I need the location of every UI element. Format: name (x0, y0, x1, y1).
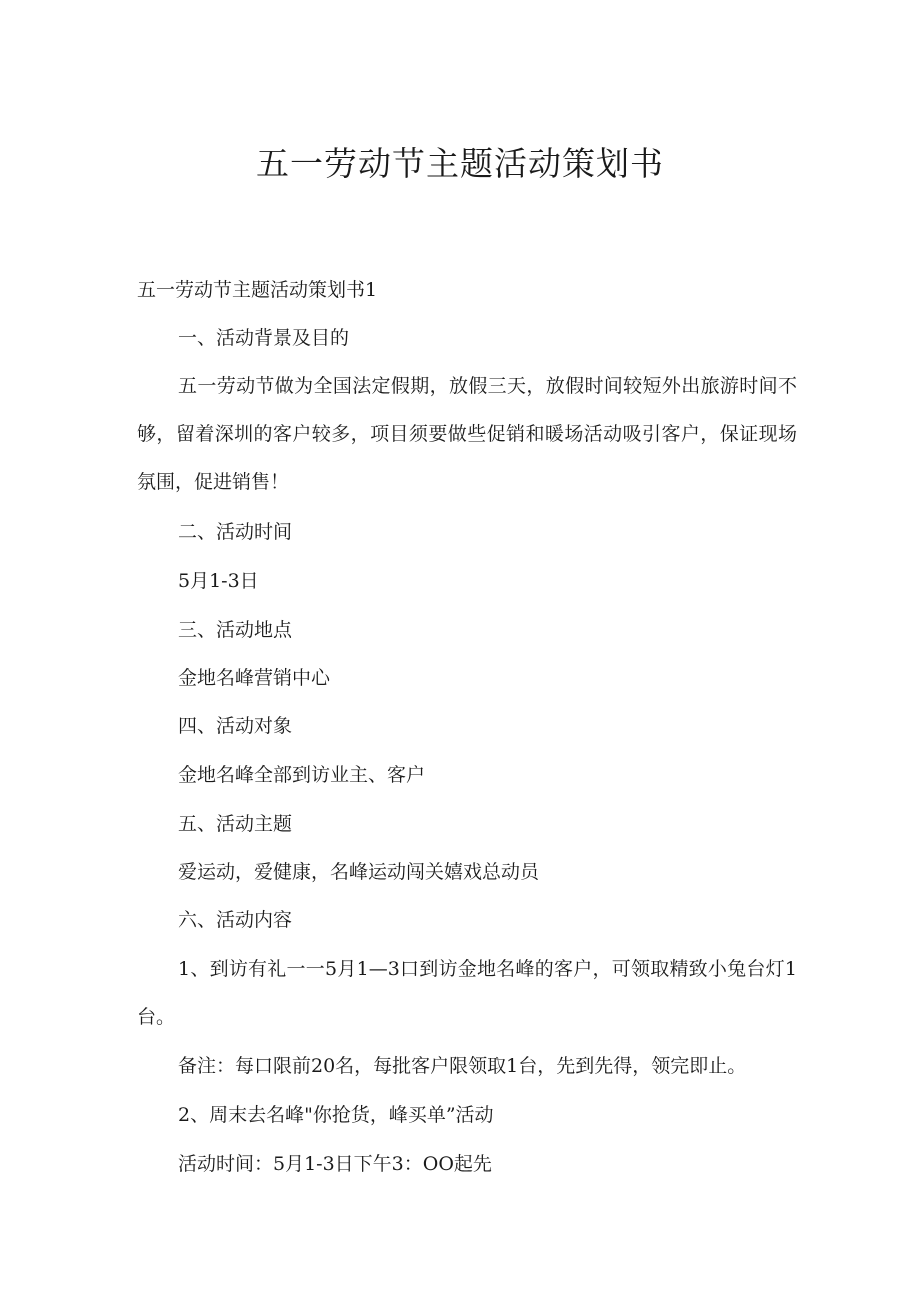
section-1-body: 五一劳动节做为全国法定假期，放假三天，放假时间较短外出旅游时间不够，留着深圳的客户较多，项目须要做些促销和暖场活动吸引客户，保证现场氛围，促进销售！ (137, 375, 797, 493)
section-6-heading: 六、活动内容 (178, 909, 293, 931)
section-4-body: 金地名峰全部到访业主、客户 (178, 764, 426, 786)
section-2-body: 5月1-3日 (178, 570, 259, 592)
section-5-body: 爱运动，爱健康，名峰运动闯关嬉戏总动员 (178, 861, 540, 883)
activity-note-1: 备注：每口限前20名，每批客户限领取1台，先到先得，领完即止。 (178, 1055, 747, 1077)
section-2-heading: 二、活动时间 (178, 521, 293, 543)
section-3-body: 金地名峰营销中心 (178, 667, 331, 689)
activity-item-2: 2、周末去名峰"你抢货，峰买单”活动 (178, 1104, 494, 1126)
activity-item-1: 1、到访有礼一一5月1—3口到访金地名峰的客户，可领取精致小兔台灯1台。 (137, 958, 797, 1028)
section-3-heading: 三、活动地点 (178, 619, 293, 641)
section-5-heading: 五、活动主题 (178, 813, 293, 835)
document-title: 五一劳动节主题活动策划书 (256, 144, 664, 183)
section-1-heading: 一、活动背景及目的 (178, 327, 350, 349)
section-4-heading: 四、活动对象 (178, 715, 293, 737)
document-subtitle: 五一劳动节主题活动策划书1 (137, 279, 378, 301)
activity-item-2-time: 活动时间：5月1-3日下午3：OO起先 (178, 1153, 492, 1175)
